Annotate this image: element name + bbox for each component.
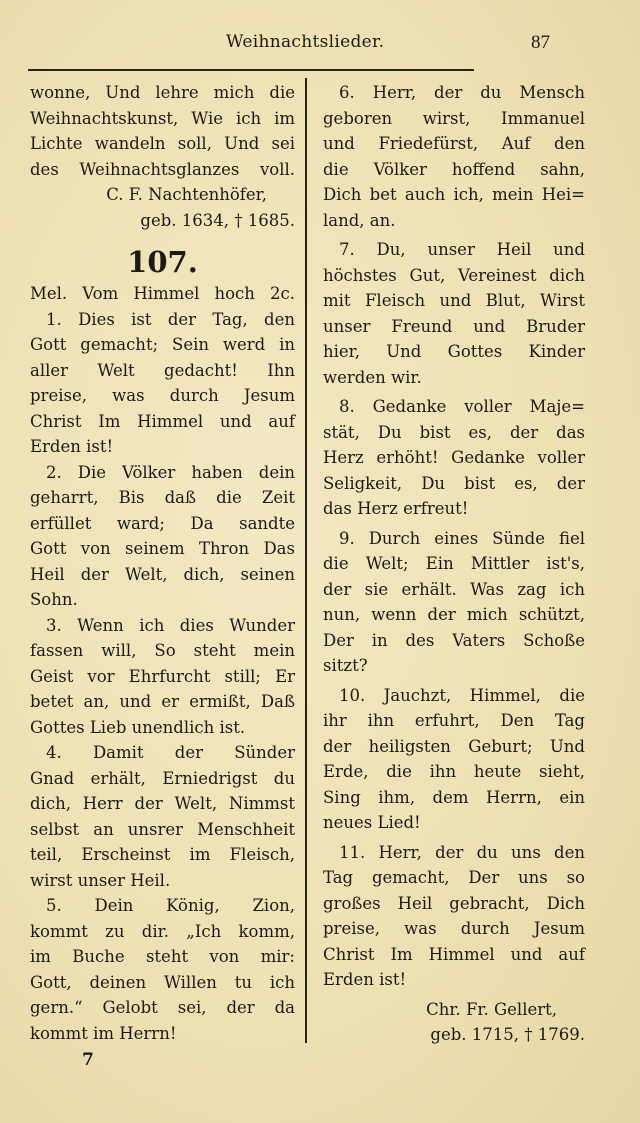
column-divider bbox=[305, 78, 307, 1043]
author-dates: geb. 1634, † 1685. bbox=[140, 210, 295, 230]
verse-7 bbox=[323, 237, 585, 390]
verse-8 bbox=[323, 394, 585, 522]
text-line: wirst unser Heil. bbox=[30, 870, 171, 890]
text-line: Gott gemacht; Sein werd in bbox=[30, 335, 295, 354]
text-line: Heil der Welt, dich, seinen bbox=[30, 564, 295, 584]
text-line: land, an. bbox=[323, 210, 396, 230]
text-line: hier, Und Gottes Kinder bbox=[323, 342, 585, 361]
text-line: Lichte wandeln soll, Und sei bbox=[30, 134, 295, 153]
text-line: mit Fleisch und Blut, Wirst bbox=[323, 291, 585, 310]
text-line: kommt zu dir. „Ich komm, bbox=[30, 921, 295, 941]
text-line: werden wir. bbox=[323, 367, 422, 387]
verse-1 bbox=[30, 307, 295, 460]
text-line: Gnad erhält, Erniedrigst du bbox=[30, 768, 295, 788]
text-line: und Friedefürst, Auf den bbox=[323, 134, 585, 153]
page-number: 87 bbox=[531, 32, 550, 53]
text-line: 1. Dies ist der Tag, den bbox=[46, 309, 295, 329]
text-line: teil, Erscheinst im Fleisch, bbox=[30, 845, 295, 864]
verse-11 bbox=[323, 840, 585, 993]
text-line: dich, Herr der Welt, Nimmst bbox=[30, 794, 295, 813]
text-line: die Völker hoffend sahn, bbox=[323, 159, 585, 179]
verse-3 bbox=[30, 613, 295, 741]
text-line: Christ Im Himmel und auf bbox=[30, 411, 295, 431]
text-line: Gott von seinem Thron Das bbox=[30, 539, 295, 558]
text-line: geharrt, Bis daß die Zeit bbox=[30, 488, 295, 507]
text-line: 11. Herr, der du uns den bbox=[339, 842, 585, 862]
text-line: kommt im Herrn! bbox=[30, 1023, 177, 1043]
left-column bbox=[30, 80, 295, 1046]
text-line: die Welt; Ein Mittler ist's, bbox=[323, 554, 585, 573]
text-line: 7. Du, unser Heil und bbox=[339, 240, 585, 259]
text-line: 10. Jauchzt, Himmel, die bbox=[339, 685, 585, 705]
text-line: höchstes Gut, Vereinest dich bbox=[323, 265, 585, 285]
text-line: Geist vor Ehrfurcht still; Er bbox=[30, 666, 295, 686]
verse-2 bbox=[30, 460, 295, 613]
text-line: betet an, und er ermißt, Daß bbox=[30, 692, 295, 711]
text-line: 2. Die Völker haben dein bbox=[46, 462, 295, 482]
text-line: preise, was durch Jesum bbox=[30, 386, 295, 405]
text-line: sitzt? bbox=[323, 656, 368, 675]
verse-4 bbox=[30, 740, 295, 893]
text-line: fassen will, So steht mein bbox=[30, 641, 295, 660]
header-rule bbox=[28, 69, 474, 71]
author-name: C. F. Nachtenhöfer, bbox=[106, 185, 267, 204]
author-name: Chr. Fr. Gellert, bbox=[426, 999, 557, 1019]
text-line: neues Lied! bbox=[323, 813, 421, 832]
verse-9 bbox=[323, 526, 585, 679]
text-line: geboren wirst, Immanuel bbox=[323, 108, 585, 128]
text-line: Erden ist! bbox=[30, 437, 114, 456]
text-line: 6. Herr, der du Mensch bbox=[339, 83, 585, 102]
text-line: großes Heil gebracht, Dich bbox=[323, 893, 585, 913]
text-line: Dich bet auch ich, mein Hei= bbox=[323, 185, 585, 204]
verse-10 bbox=[323, 683, 585, 836]
text-line: aller Welt gedacht! Ihn bbox=[30, 360, 295, 380]
text-line: Gott, deinen Willen tu ich bbox=[30, 972, 295, 992]
text-line: Seligkeit, Du bist es, der bbox=[323, 473, 585, 493]
hymn-number: 107. bbox=[127, 245, 198, 279]
text-line: Gottes Lieb unendlich ist. bbox=[30, 717, 246, 737]
text-line: ihr ihn erfuhrt, Den Tag bbox=[323, 711, 585, 730]
text-line: gern.“ Gelobt sei, der da bbox=[30, 998, 295, 1017]
text-line: Christ Im Himmel und auf bbox=[323, 944, 585, 964]
running-head bbox=[28, 30, 474, 60]
text-line: Weihnachtskunst, Wie ich im bbox=[30, 108, 295, 128]
verse-6 bbox=[323, 80, 585, 233]
text-line: erfüllet ward; Da sandte bbox=[30, 513, 295, 533]
text-line: wonne, Und lehre mich die bbox=[30, 83, 295, 102]
text-line: 8. Gedanke voller Maje= bbox=[339, 397, 585, 416]
text-line: stät, Du bist es, der das bbox=[323, 422, 585, 442]
hymn-attribution bbox=[323, 997, 585, 1048]
text-line: Erde, die ihn heute sieht, bbox=[323, 762, 585, 781]
text-line: Sohn. bbox=[30, 590, 78, 609]
author-dates: geb. 1715, † 1769. bbox=[430, 1025, 585, 1044]
signature-mark: 7 bbox=[82, 1050, 94, 1070]
text-line: im Buche steht von mir: bbox=[30, 947, 295, 966]
text-line: preise, was durch Jesum bbox=[323, 919, 585, 938]
text-line: 5. Dein König, Zion, bbox=[46, 896, 295, 915]
running-title: Weihnachtslieder. bbox=[226, 32, 385, 52]
text-line: das Herz erfreut! bbox=[323, 499, 469, 518]
text-line: nun, wenn der mich schützt, bbox=[323, 605, 585, 624]
text-line: Erden ist! bbox=[323, 970, 407, 989]
text-line: 4. Damit der Sünder bbox=[46, 743, 295, 762]
text-line: selbst an unsrer Menschheit bbox=[30, 819, 295, 839]
right-column bbox=[323, 80, 585, 1048]
text-line: Sing ihm, dem Herrn, ein bbox=[323, 787, 585, 807]
previous-hymn-ending bbox=[30, 80, 295, 233]
text-line: Herz erhöht! Gedanke voller bbox=[323, 448, 585, 467]
text-line: unser Freund und Bruder bbox=[323, 316, 585, 336]
melody-line: Mel. Vom Himmel hoch 2c. bbox=[30, 284, 295, 303]
text-line: Tag gemacht, Der uns so bbox=[323, 868, 585, 887]
text-line: des Weihnachtsglanzes voll. bbox=[30, 159, 295, 179]
text-line: 9. Durch eines Sünde fiel bbox=[339, 528, 585, 548]
text-line: 3. Wenn ich dies Wunder bbox=[46, 615, 295, 635]
verse-5 bbox=[30, 893, 295, 1046]
text-line: Der in des Vaters Schoße bbox=[323, 630, 585, 650]
text-line: der heiligsten Geburt; Und bbox=[323, 736, 585, 756]
text-line: der sie erhält. Was zag ich bbox=[323, 579, 585, 599]
